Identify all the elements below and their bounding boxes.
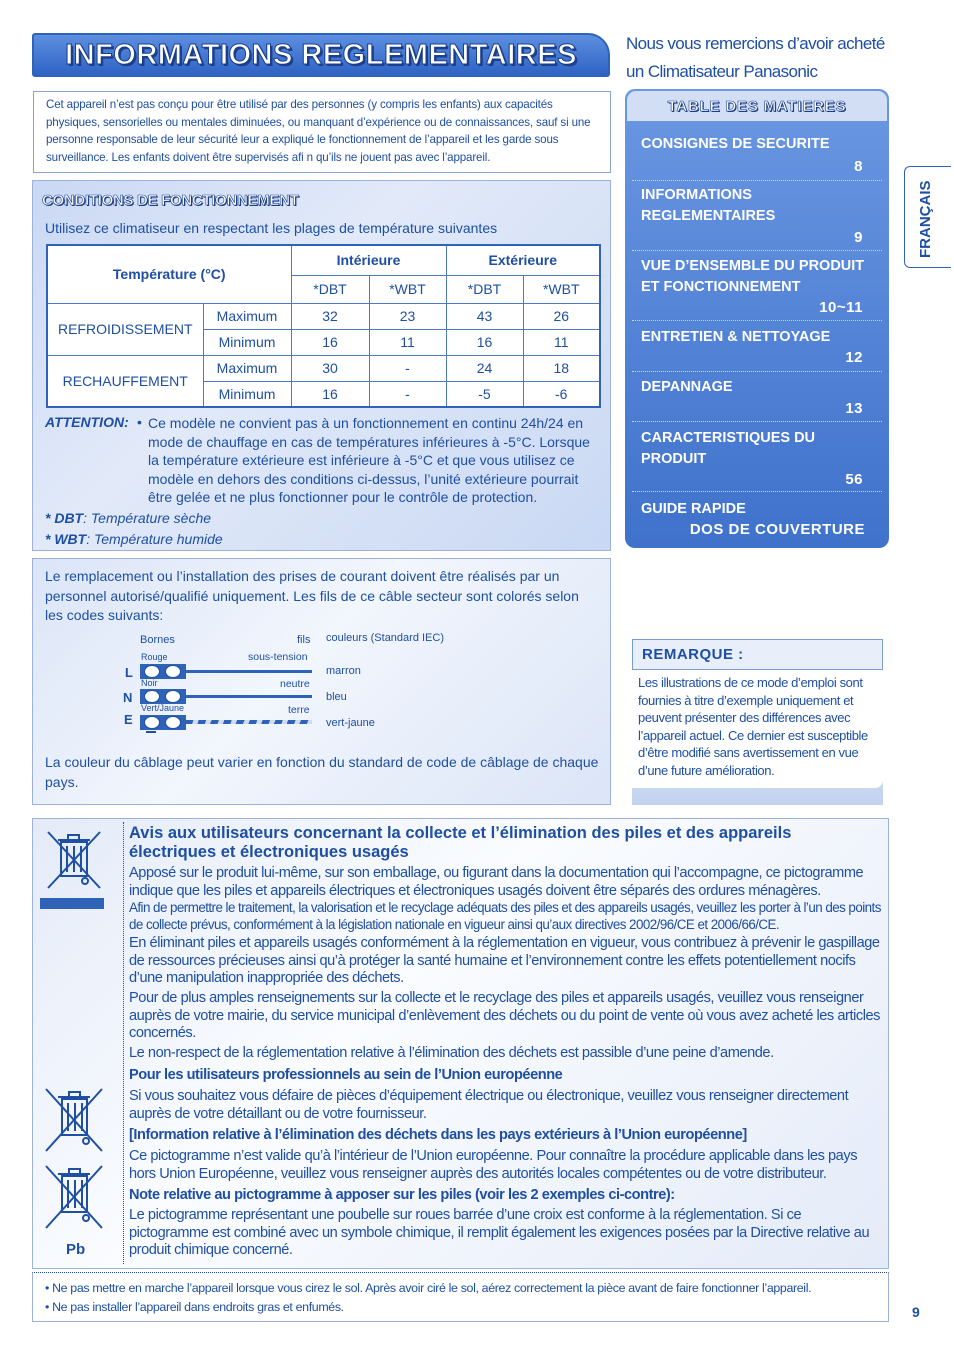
table-cell: -5 — [446, 381, 523, 407]
wiring-intro: Le remplacement ou l’installation des prises de courant doivent être réalisés par un personnel autorisé/qualifié uniquement. Les fils de ce câble secteur sont colorés selon les codes suivants: — [45, 568, 579, 623]
thanks-line-2: un Climatisateur Panasonic — [626, 62, 818, 81]
toc-page: DOS DE COUVERTURE — [689, 521, 865, 538]
ground-icon — [146, 731, 156, 733]
table-cell: 11 — [523, 329, 600, 355]
disposal-h2: [Information relative à l’élimination des déchets dans les pays extérieurs à l’Union européenne] — [129, 1127, 747, 1143]
disposal-title: Avis aux utilisateurs concernant la collecte et l’élimination des piles et des appareils électriques et électroniques usagés — [129, 824, 792, 861]
crossed-bin-battery-icon — [42, 1085, 106, 1157]
table-cell: 16 — [291, 381, 369, 407]
table-cell: -6 — [523, 381, 600, 407]
attention-label: ATTENTION: — [45, 414, 129, 430]
wire-E: E — [124, 712, 133, 727]
table-cell: 30 — [291, 355, 369, 381]
toc-page: 12 — [845, 349, 863, 366]
title-banner — [32, 33, 610, 77]
table-cell: 18 — [523, 355, 600, 381]
dbt-note — [45, 510, 211, 526]
bottom-note-2: • Ne pas installer l’appareil dans endroits gras et enfumés. — [45, 1299, 344, 1314]
toc-page: 8 — [854, 158, 863, 175]
col-header: *DBT — [446, 275, 523, 303]
bleu-label: bleu — [326, 691, 347, 703]
wire-line-L — [186, 670, 312, 673]
interior-header: Intérieure — [291, 245, 446, 275]
toc-item-informations[interactable] — [641, 185, 879, 249]
noir-label: Noir — [141, 678, 158, 688]
table-cell: 26 — [523, 303, 600, 329]
toc-item-vue-ensemble[interactable] — [641, 256, 879, 320]
pb-label: Pb — [66, 1241, 86, 1258]
disposal-p1: Apposé sur le produit lui-même, sur son emballage, ou figurant dans la documentation qui l’accompagne, ce pictogramme indique que les piles et appareils électriques et électroniques usagés doivent être séparés des ordures ménagères. — [129, 865, 864, 899]
page-title: INFORMATIONS REGLEMENTAIRES — [65, 38, 577, 71]
warning-box: Cet appareil n’est pas conçu pour être utilisé par des personnes (y compris les enfants) aux capacités physiques, sensorielles ou mentales diminuées, ou manquant d’expérience ou de connaissances, sauf si une personne responsable de leur sécurité leur a expliqué le fonctionnement de l’appareil et les garde sous surveillance. Les enfants doivent être supervisés afi n qu’ils ne jouent pas avec l’appareil. — [33, 91, 611, 173]
disposal-h1: Pour les utilisateurs professionnels au sein de l’Union européenne — [129, 1067, 563, 1083]
disposal-divider — [123, 822, 124, 1264]
toc-label: INFORMATIONS REGLEMENTAIRES — [641, 187, 776, 224]
toc-title: TABLE DES MATIERES — [627, 91, 887, 121]
table-cell: 16 — [446, 329, 523, 355]
neutre-label: neutre — [280, 678, 310, 690]
disposal-h3: Note relative au pictogramme à apposer sur les piles (voir les 2 exemples ci-contre): — [129, 1187, 675, 1203]
toc-item-depannage[interactable] — [641, 377, 879, 421]
page-number: 9 — [912, 1304, 920, 1320]
terminal-L — [140, 664, 186, 679]
toc-divider — [632, 320, 882, 321]
conditions-intro: Utilisez ce climatiseur en respectant les plages de température suivantes — [45, 220, 498, 236]
fils-label: fils — [297, 634, 311, 646]
toc-label: VUE D’ENSEMBLE DU PRODUIT ET FONCTIONNEMENT — [641, 258, 865, 295]
remark-title: REMARQUE : — [632, 639, 883, 670]
terminal-N — [140, 689, 186, 704]
toc-item-entretien[interactable] — [641, 327, 879, 371]
toc-item-consignes[interactable] — [641, 134, 879, 178]
disposal-p7: Ce pictogramme n’est valide qu’à l’intérieur de l’Union européenne. Pour connaître la procédure applicable dans les pays hors Union Européenne, veuillez vous renseigner auprès des autorités locales compétentes ou de votre distributeur. — [129, 1148, 858, 1182]
toc-divider — [632, 491, 882, 492]
vert-jaune-label: vert-jaune — [326, 717, 375, 729]
wbt-label: * WBT — [45, 531, 87, 547]
disposal-p2: Afin de permettre le traitement, la valorisation et le recyclage adéquats des piles et des appareils usagés, veuillez les porter à l’un des points de collecte prévus, conformément à la législation nationale en vigueur ainsi qu’aux directives 2002/96/CE et 2006/66/CE. — [129, 900, 881, 932]
mode-cell: RECHAUFFEMENT — [47, 355, 203, 407]
toc-label: CONSIGNES DE SECURITE — [641, 136, 830, 152]
row-label: Maximum — [203, 355, 291, 381]
toc-divider — [632, 371, 882, 372]
conditions-title: CONDITIONS DE FONCTIONNEMENT — [42, 192, 299, 209]
attention-bullet: • — [137, 414, 142, 430]
language-label: FRANÇAIS — [917, 180, 934, 258]
toc-item-guide-rapide[interactable] — [641, 499, 879, 543]
crossed-bin-pb-icon — [42, 1162, 106, 1234]
disposal-p8: Le pictogramme représentant une poubelle sur roues barrée d’une croix est conforme à la réglementation. Si ce pictogramme est combiné avec un symbole chimique, il remplit également les exigences posées par la Directive relative au produit chimique concerné. — [129, 1207, 870, 1258]
wire-N: N — [123, 690, 133, 705]
row-label: Minimum — [203, 329, 291, 355]
table-cell: 32 — [291, 303, 369, 329]
row-label: Maximum — [203, 303, 291, 329]
sous-tension-label: sous-tension — [248, 651, 308, 663]
table-cell: 43 — [446, 303, 523, 329]
wiring-footer: La couleur du câblage peut varier en fonction du standard de code de câblage de chaque pays. — [45, 754, 599, 790]
disposal-p5: Le non-respect de la réglementation relative à l’élimination des déchets est passible d’une peine d’amende. — [129, 1045, 774, 1061]
wbt-note — [45, 531, 223, 547]
toc-page: 56 — [845, 471, 863, 488]
toc-divider — [632, 250, 882, 251]
couleurs-label: couleurs (Standard IEC) — [326, 632, 444, 644]
crossed-bin-icon — [40, 826, 106, 912]
remark-text: Les illustrations de ce mode d’emploi sont fournies à titre d’exemple uniquement et peuvent présenter des différences avec l’appareil actuel. Ce dernier est susceptible d’être modifié sans avertissement en vue d’une future amélioration. — [638, 675, 868, 778]
wire-line-E — [186, 720, 312, 724]
row-label: Minimum — [203, 381, 291, 407]
toc-page: 13 — [845, 400, 863, 417]
table-cell: 24 — [446, 355, 523, 381]
col-header: *WBT — [523, 275, 600, 303]
marron-label: marron — [326, 665, 361, 677]
toc-label: CARACTERISTIQUES DU PRODUIT — [641, 430, 816, 467]
rouge-label: Rouge — [141, 652, 168, 662]
vert-jaune-small-label: Vert/Jaune — [141, 703, 185, 713]
toc-item-caracteristiques[interactable] — [641, 428, 879, 492]
toc-page: 9 — [854, 229, 863, 246]
thanks-line-1: Nous vous remercions d’avoir acheté — [626, 34, 885, 53]
toc-divider — [632, 421, 882, 422]
terre-label: terre — [288, 704, 310, 716]
exterior-header: Extérieure — [446, 245, 600, 275]
mode-cell: REFROIDISSEMENT — [47, 303, 203, 355]
table-cell: 11 — [369, 329, 446, 355]
toc-page: 10~11 — [819, 299, 863, 316]
wbt-text: : Température humide — [86, 531, 223, 547]
temp-header: Température (°C) — [47, 245, 291, 303]
col-header: *WBT — [369, 275, 446, 303]
table-cell: - — [369, 355, 446, 381]
table-cell: - — [369, 381, 446, 407]
table-cell: 16 — [291, 329, 369, 355]
bottom-notes — [32, 1272, 889, 1322]
temperature-table — [46, 244, 601, 408]
table-cell: 23 — [369, 303, 446, 329]
bottom-note-1: • Ne pas mettre en marche l’appareil lorsque vous cirez le sol. Après avoir ciré le sol, aérez correctement la pièce avant de faire fonctionner l’appareil. — [45, 1281, 812, 1295]
thanks-text — [626, 30, 926, 86]
toc-label: DEPANNAGE — [641, 379, 733, 395]
col-header: *DBT — [291, 275, 369, 303]
attention-text: Ce modèle ne convient pas à un fonctionnement en continu 24h/24 en mode de chauffage en cas de températures inférieures à -5°C. Lorsque la température extérieure est inférieure à -5°C et que vous utilisez ce modèle en dehors des conditions ci-dessus, l’unité extérieure pourrait être gelée et ne plus fonctionner pour le contrôle de protection. — [148, 415, 590, 505]
disposal-p3: En éliminant piles et appareils usagés conformément à la réglementation en vigueur, vous contribuez à prévenir le gaspillage de ressources précieuses ainsi qu’à protéger la santé humaine et l’environnement contre les effets potentiellement nocifs d’une manipulation inappropriée des déchets. — [129, 935, 880, 986]
toc-label: GUIDE RAPIDE — [641, 501, 746, 517]
disposal-p6: Si vous souhaitez vous défaire de pièces d’équipement électrique ou électronique, veuillez vous renseigner directement auprès de votre détaillant ou de votre fournisseur. — [129, 1088, 849, 1122]
disposal-p4: Pour de plus amples renseignements sur la collecte et le recyclage des piles et appareils usagés, veuillez vous renseigner auprès de votre mairie, du service municipal d’enlèvement des déchets ou du point de vente où vous avez acheté les articles concernés. — [129, 990, 881, 1041]
dbt-text: : Température sèche — [83, 510, 212, 526]
dbt-label: * DBT — [45, 510, 84, 526]
toc-divider — [632, 180, 882, 181]
terminal-E — [140, 715, 186, 730]
wire-L: L — [125, 665, 133, 680]
bornes-label: Bornes — [140, 634, 175, 646]
wire-line-N — [186, 695, 312, 698]
toc-label: ENTRETIEN & NETTOYAGE — [641, 329, 831, 345]
